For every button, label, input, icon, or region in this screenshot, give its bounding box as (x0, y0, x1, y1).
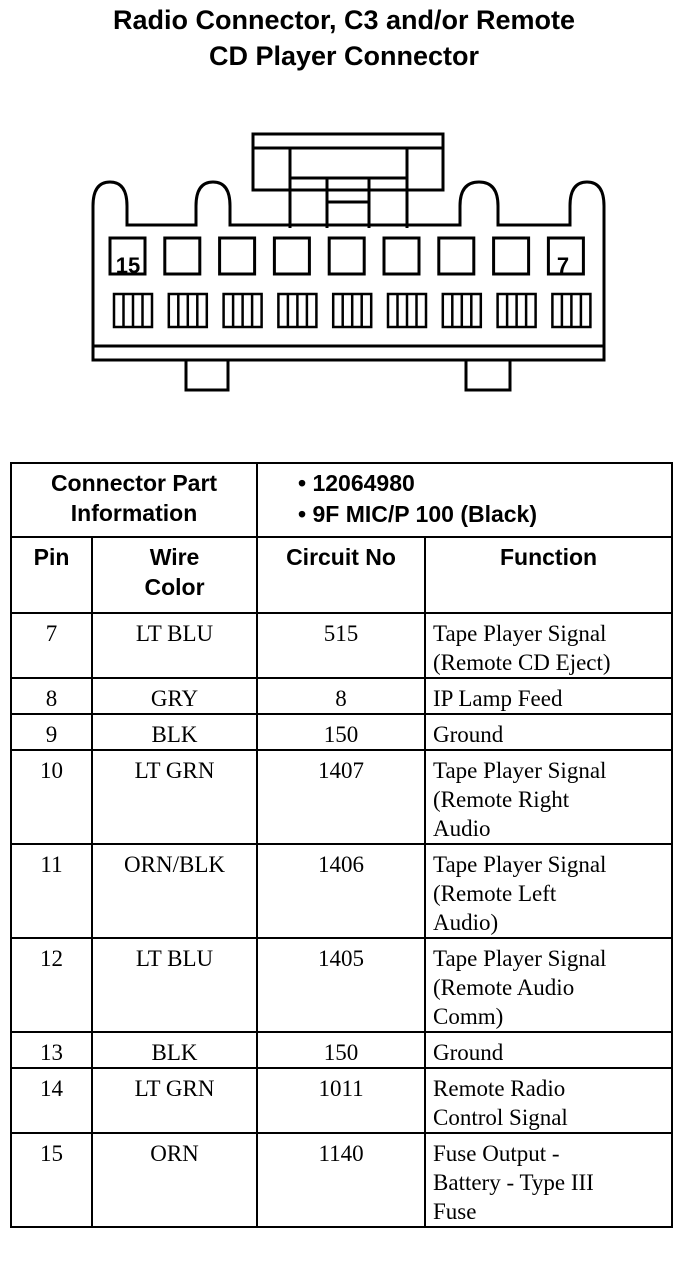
pin-cavity (439, 238, 474, 274)
wire-color-cell: GRY (92, 678, 257, 714)
function-cell (425, 938, 672, 1032)
wire-color-cell: BLK (92, 714, 257, 750)
circuit-cell: 515 (257, 613, 425, 678)
part-info-label-line-2: Information (70, 500, 198, 526)
diagram-title (0, 2, 688, 74)
function-line: Fuse (433, 1199, 477, 1224)
title-line-2: CD Player Connector (208, 41, 480, 71)
function-cell (425, 844, 672, 938)
table-row (11, 1133, 672, 1227)
function-line: Battery - Type III (433, 1170, 594, 1195)
function-line: Ground (433, 722, 504, 747)
connector-tab-right (466, 360, 510, 390)
circuit-cell: 1407 (257, 750, 425, 844)
circuit-cell: 1140 (257, 1133, 425, 1227)
circuit-cell: 150 (257, 1032, 425, 1068)
function-line: Tape Player Signal (433, 621, 607, 646)
pin-cell: 12 (11, 938, 92, 1032)
col-header-pin: Pin (11, 537, 92, 613)
part-info-values (257, 463, 672, 537)
col-header-wire-color (92, 537, 257, 613)
pin-7-label: 7 (556, 253, 570, 278)
function-line: Comm) (433, 1004, 504, 1029)
circuit-cell: 1405 (257, 938, 425, 1032)
circuit-cell: 1011 (257, 1068, 425, 1133)
pinout-table (10, 462, 673, 1228)
circuit-cell: 1406 (257, 844, 425, 938)
function-cell (425, 1032, 672, 1068)
function-line: Control Signal (433, 1105, 568, 1130)
function-line: Tape Player Signal (433, 852, 607, 877)
table-row (11, 938, 672, 1032)
pin-cell: 9 (11, 714, 92, 750)
function-cell (425, 678, 672, 714)
pin-cell: 11 (11, 844, 92, 938)
function-line: Fuse Output - (433, 1141, 560, 1166)
pin-cavity (274, 238, 309, 274)
function-line: Audio (433, 816, 491, 841)
pin-cavity (384, 238, 419, 274)
wire-color-cell: LT BLU (92, 613, 257, 678)
pin-cell: 13 (11, 1032, 92, 1068)
table-row (11, 678, 672, 714)
col-header-wire-color-line-1: Wire (149, 544, 200, 570)
pin-cavity (165, 238, 200, 274)
function-cell (425, 613, 672, 678)
part-info-label (11, 463, 257, 537)
connector-description: • 9F MIC/P 100 (Black) (298, 501, 538, 527)
pin-cavity (494, 238, 529, 274)
circuit-cell: 8 (257, 678, 425, 714)
wire-color-cell: LT BLU (92, 938, 257, 1032)
table-row (11, 750, 672, 844)
circuit-cell: 150 (257, 714, 425, 750)
function-line: Ground (433, 1040, 504, 1065)
col-header-wire-color-line-2: Color (144, 574, 205, 600)
pin-cell: 8 (11, 678, 92, 714)
function-line: IP Lamp Feed (433, 686, 563, 711)
function-line: Tape Player Signal (433, 758, 607, 783)
table-row (11, 613, 672, 678)
wire-color-cell: LT GRN (92, 1068, 257, 1133)
pin-cell: 10 (11, 750, 92, 844)
function-line: Audio) (433, 910, 499, 935)
function-line: (Remote Left (433, 881, 557, 906)
part-info-row (11, 463, 672, 537)
connector-latch (253, 134, 443, 190)
function-line: (Remote Audio (433, 975, 575, 1000)
pin-15-label: 15 (115, 253, 141, 278)
table-row (11, 1032, 672, 1068)
pin-cavity (329, 238, 364, 274)
column-header-row (11, 537, 672, 613)
function-cell (425, 750, 672, 844)
wire-color-cell: ORN/BLK (92, 844, 257, 938)
function-line: Tape Player Signal (433, 946, 607, 971)
pin-cell: 14 (11, 1068, 92, 1133)
function-cell (425, 1133, 672, 1227)
table-row (11, 844, 672, 938)
col-header-circuit-no: Circuit No (257, 537, 425, 613)
table-row (11, 1068, 672, 1133)
wire-color-cell: LT GRN (92, 750, 257, 844)
part-info-label-line-1: Connector Part (50, 470, 218, 496)
connector-face-drawing (0, 120, 688, 400)
function-line: (Remote Right (433, 787, 570, 812)
connector-tab-left (186, 360, 228, 390)
pin-cell: 15 (11, 1133, 92, 1227)
table-row (11, 714, 672, 750)
col-header-function: Function (425, 537, 672, 613)
function-line: Remote Radio (433, 1076, 566, 1101)
wire-color-cell: ORN (92, 1133, 257, 1227)
function-cell (425, 1068, 672, 1133)
title-line-1: Radio Connector, C3 and/or Remote (112, 5, 576, 35)
part-number: • 12064980 (298, 470, 415, 496)
function-cell (425, 714, 672, 750)
wire-color-cell: BLK (92, 1032, 257, 1068)
function-line: (Remote CD Eject) (433, 650, 611, 675)
pin-cell: 7 (11, 613, 92, 678)
pin-cavity (220, 238, 255, 274)
